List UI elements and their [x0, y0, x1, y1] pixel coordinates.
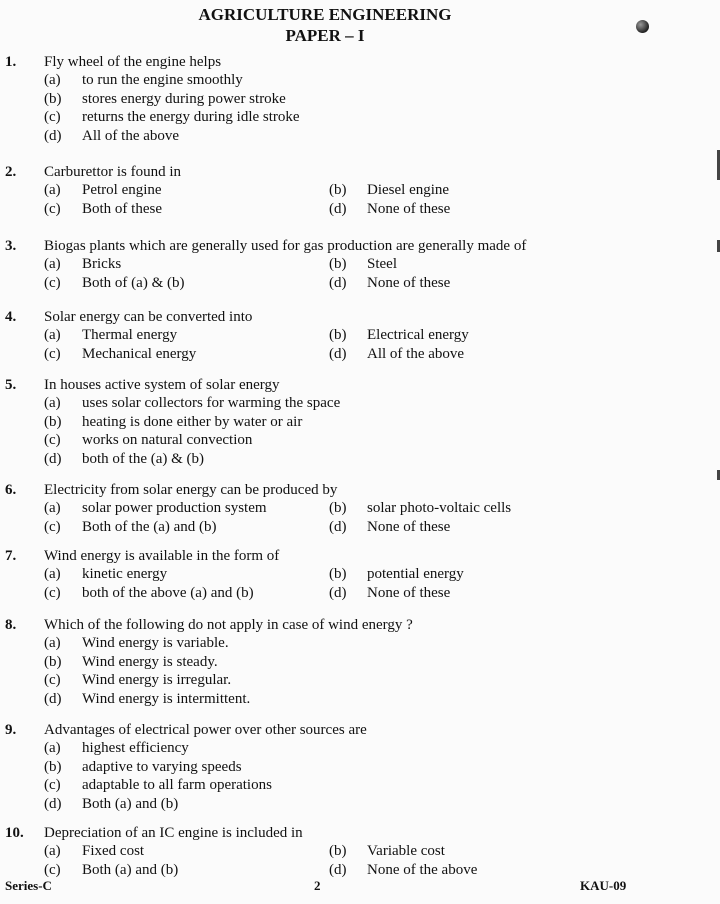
option-label: (a) — [44, 566, 61, 582]
option-text: works on natural convection — [82, 432, 253, 449]
question-text: Fly wheel of the engine helps — [44, 54, 222, 70]
option-d — [329, 519, 450, 536]
footer-page-number: 2 — [314, 878, 321, 893]
option-a — [44, 256, 121, 273]
option-c — [44, 201, 162, 218]
option-c — [44, 109, 300, 126]
option-label: (b) — [329, 843, 347, 859]
option-label: (b) — [329, 327, 347, 343]
option-label: (b) — [329, 182, 347, 198]
option-label: (a) — [44, 72, 61, 88]
question-number: 7. — [5, 548, 17, 564]
option-c — [44, 777, 272, 794]
question-number: 9. — [5, 722, 17, 738]
option-text: All of the above — [367, 345, 465, 362]
question-text: Carburettor is found in — [44, 164, 182, 180]
option-b — [329, 566, 464, 583]
option-label: (d) — [329, 518, 347, 535]
option-text: solar power production system — [82, 500, 267, 516]
option-label: (d) — [329, 584, 347, 601]
option-c — [44, 346, 196, 363]
option-b — [44, 759, 242, 776]
option-d — [329, 346, 464, 363]
option-a — [44, 635, 229, 652]
option-text: Wind energy is intermittent. — [82, 690, 251, 707]
option-label: (b) — [44, 653, 62, 670]
option-label: (a) — [44, 327, 61, 343]
option-text: uses solar collectors for warming the space — [82, 395, 341, 411]
option-d — [329, 585, 450, 602]
document-title: AGRICULTURE ENGINEERING — [198, 5, 452, 24]
option-text: None of the above — [367, 861, 478, 878]
option-label: (b) — [329, 256, 347, 272]
option-label: (d) — [44, 690, 62, 707]
option-label: (c) — [44, 200, 61, 217]
option-label: (d) — [44, 450, 62, 467]
option-text: both of the (a) & (b) — [82, 450, 205, 467]
option-label: (d) — [44, 127, 62, 144]
option-label: (a) — [44, 740, 61, 756]
option-label: (c) — [44, 672, 61, 689]
option-label: (c) — [44, 109, 61, 126]
option-d — [329, 275, 450, 292]
option-label: (a) — [44, 256, 61, 272]
footer-series: Series-C — [5, 878, 52, 893]
option-a — [44, 566, 167, 583]
option-text: heating is done either by water or air — [82, 413, 303, 430]
option-text: solar photo-voltaic cells — [367, 500, 512, 516]
question-text: Advantages of electrical power over other sources are — [44, 722, 367, 738]
option-text: Petrol engine — [82, 182, 162, 198]
option-text: Steel — [367, 256, 397, 272]
paper-subtitle: PAPER – I — [285, 26, 365, 45]
option-text: Both of (a) & (b) — [82, 274, 185, 291]
option-text: Bricks — [82, 256, 122, 272]
option-label: (a) — [44, 635, 61, 651]
question-number: 2. — [5, 164, 17, 180]
option-label: (b) — [329, 566, 347, 582]
option-text: Thermal energy — [82, 327, 178, 343]
option-a — [44, 395, 340, 412]
option-text: Both of these — [82, 200, 162, 217]
option-label: (a) — [44, 843, 61, 859]
option-label: (d) — [329, 861, 347, 878]
option-text: None of these — [367, 518, 451, 535]
option-b — [44, 91, 286, 108]
option-b — [44, 654, 218, 671]
option-text: to run the engine smoothly — [82, 72, 243, 88]
option-b — [44, 414, 302, 431]
option-text: Fixed cost — [82, 843, 145, 859]
question-text: Depreciation of an IC engine is included in — [44, 825, 303, 841]
question-text: Which of the following do not apply in case of wind energy ? — [44, 617, 413, 633]
option-d — [44, 691, 250, 708]
option-text: Both (a) and (b) — [82, 795, 179, 812]
option-c — [44, 275, 184, 292]
option-text: None of these — [367, 584, 451, 601]
option-label: (a) — [44, 182, 61, 198]
option-b — [329, 256, 397, 273]
option-text: kinetic energy — [82, 566, 168, 582]
option-text: highest efficiency — [82, 740, 189, 756]
option-c — [44, 672, 231, 689]
option-label: (d) — [329, 200, 347, 217]
footer-code: KAU-09 — [580, 878, 627, 893]
option-d — [329, 862, 477, 879]
option-text: Wind energy is irregular. — [82, 672, 232, 689]
option-label: (d) — [329, 274, 347, 291]
option-c — [44, 862, 178, 879]
option-label: (c) — [44, 777, 61, 794]
question-text: Solar energy can be converted into — [44, 309, 253, 325]
option-d — [44, 451, 204, 468]
option-label: (a) — [44, 500, 61, 516]
option-label: (c) — [44, 584, 61, 601]
punch-hole-mark — [636, 20, 649, 33]
option-label: (c) — [44, 345, 61, 362]
option-text: returns the energy during idle stroke — [82, 109, 300, 126]
option-c — [44, 519, 217, 536]
option-text: stores energy during power stroke — [82, 90, 286, 107]
option-a — [44, 182, 162, 199]
option-label: (d) — [44, 795, 62, 812]
option-label: (c) — [44, 518, 61, 535]
option-text: Electrical energy — [367, 327, 469, 343]
option-a — [44, 740, 189, 757]
question-number: 3. — [5, 238, 17, 254]
question-text: Biogas plants which are generally used for gas production are generally made of — [44, 238, 527, 254]
question-text: Wind energy is available in the form of — [44, 548, 280, 564]
option-c — [44, 432, 252, 449]
option-text: Both of the (a) and (b) — [82, 518, 217, 535]
option-text: Wind energy is variable. — [82, 635, 229, 651]
question-number: 8. — [5, 617, 17, 633]
question-text: In houses active system of solar energy — [44, 377, 280, 393]
option-text: adaptable to all farm operations — [82, 777, 272, 794]
option-text: both of the above (a) and (b) — [82, 584, 254, 601]
option-label: (b) — [44, 90, 62, 107]
question-number: 10. — [5, 825, 24, 841]
option-a — [44, 327, 177, 344]
option-label: (c) — [44, 861, 61, 878]
option-text: None of these — [367, 274, 451, 291]
option-text: All of the above — [82, 127, 180, 144]
option-b — [329, 327, 469, 344]
option-b — [329, 500, 511, 517]
option-a — [44, 500, 267, 517]
option-label: (b) — [329, 500, 347, 516]
option-label: (b) — [44, 758, 62, 775]
option-c — [44, 585, 254, 602]
option-label: (c) — [44, 432, 61, 449]
option-text: Both (a) and (b) — [82, 861, 179, 878]
option-a — [44, 72, 243, 89]
option-label: (a) — [44, 395, 61, 411]
question-number: 6. — [5, 482, 17, 498]
option-d — [44, 796, 178, 813]
option-b — [329, 182, 449, 199]
question-number: 4. — [5, 309, 17, 325]
option-a — [44, 843, 144, 860]
option-text: Variable cost — [367, 843, 445, 859]
option-text: Mechanical energy — [82, 345, 197, 362]
option-d — [329, 201, 450, 218]
option-b — [329, 843, 445, 860]
option-text: adaptive to varying speeds — [82, 758, 242, 775]
option-text: Wind energy is steady. — [82, 653, 218, 670]
option-text: potential energy — [367, 566, 464, 582]
option-d — [44, 128, 179, 145]
option-text: None of these — [367, 200, 451, 217]
option-label: (c) — [44, 274, 61, 291]
option-label: (d) — [329, 345, 347, 362]
question-number: 1. — [5, 54, 17, 70]
option-label: (b) — [44, 413, 62, 430]
option-text: Diesel engine — [367, 182, 450, 198]
question-text: Electricity from solar energy can be produced by — [44, 482, 338, 498]
question-number: 5. — [5, 377, 17, 393]
